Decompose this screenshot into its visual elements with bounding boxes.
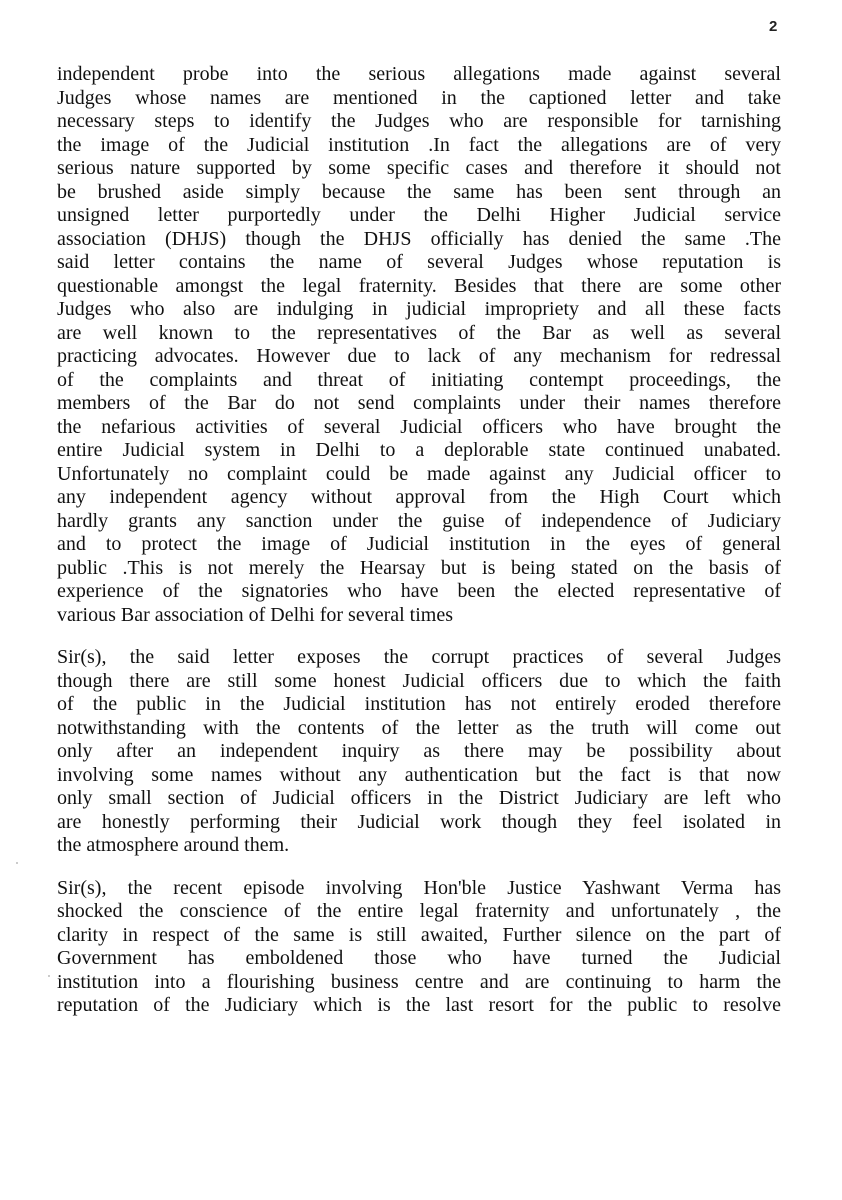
text-line: Unfortunately no complaint could be made against any Judicial officer to xyxy=(57,462,781,485)
text-line: and to protect the image of Judicial institution in the eyes of general xyxy=(57,533,781,555)
text-line: shocked the conscience of the entire legal fraternity and unfortunately , the xyxy=(57,900,781,922)
text-line: experience of the signatories who have been the elected representative of xyxy=(57,580,781,602)
text-line: any independent agency without approval from the High Court which xyxy=(57,486,781,508)
text-line: public .This is not merely the Hearsay but is being stated on the basis of xyxy=(57,556,781,579)
text-line: Government has emboldened those who have turned the Judicial xyxy=(57,947,781,969)
text-line: Judges who also are indulging in judicial impropriety and all these facts xyxy=(57,298,781,320)
text-line: Judges whose names are mentioned in the captioned letter and take xyxy=(57,86,781,109)
text-line: serious nature supported by some specific cases and therefore it should not xyxy=(57,157,781,179)
text-line: reputation of the Judiciary which is the last resort for the public to resolve xyxy=(57,994,781,1016)
text-line: said letter contains the name of several Judges whose reputation is xyxy=(57,251,781,273)
text-line: the atmosphere around them. xyxy=(57,834,290,856)
text-line: be brushed aside simply because the same has been sent through an xyxy=(57,180,781,203)
text-line: involving some names without any authentication but the fact is that now xyxy=(57,763,781,786)
text-line: though there are still some honest Judicial officers due to which the faith xyxy=(57,669,781,692)
text-line: clarity in respect of the same is still awaited, Further silence on the part of xyxy=(57,923,781,946)
text-line: of the public in the Judicial institution has not entirely eroded therefore xyxy=(57,693,781,715)
paragraph-3 xyxy=(57,877,781,1018)
text-line: unsigned letter purportedly under the Delhi Higher Judicial service xyxy=(57,204,781,226)
text-line: the nefarious activities of several Judicial officers who have brought the xyxy=(57,415,781,438)
text-line: only after an independent inquiry as there may be possibility about xyxy=(57,740,781,762)
text-line: notwithstanding with the contents of the letter as the truth will come out xyxy=(57,716,781,739)
paragraph-2 xyxy=(57,646,781,858)
text-line: practicing advocates. However due to lack of any mechanism for redressal xyxy=(57,345,781,367)
text-line: association (DHJS) though the DHJS officially has denied the same .The xyxy=(57,227,781,250)
text-line: members of the Bar do not send complaints under their names therefore xyxy=(57,392,781,414)
text-line: various Bar association of Delhi for several times xyxy=(57,603,453,626)
text-line: entire Judicial system in Delhi to a deplorable state continued unabated. xyxy=(57,439,781,461)
page-number: 2 xyxy=(769,18,778,35)
text-line: independent probe into the serious allegations made against several xyxy=(57,63,781,85)
text-line: Sir(s), the recent episode involving Hon'ble Justice Yashwant Verma has xyxy=(57,876,781,899)
document-body xyxy=(57,63,781,1018)
text-line: institution into a flourishing business centre and are continuing to harm the xyxy=(57,970,781,993)
text-line: the image of the Judicial institution .In fact the allegations are of very xyxy=(57,133,781,156)
scan-speck xyxy=(48,975,50,977)
paragraph-1 xyxy=(57,63,781,627)
text-line: only small section of Judicial officers in the District Judiciary are left who xyxy=(57,787,781,809)
text-line: Sir(s), the said letter exposes the corrupt practices of several Judges xyxy=(57,646,781,668)
text-line: questionable amongst the legal fraternity. Besides that there are some other xyxy=(57,274,781,297)
scan-speck xyxy=(16,862,18,864)
text-line: of the complaints and threat of initiating contempt proceedings, the xyxy=(57,368,781,391)
text-line: are honestly performing their Judicial work though they feel isolated in xyxy=(57,810,781,833)
text-line: hardly grants any sanction under the guise of independence of Judiciary xyxy=(57,509,781,532)
text-line: are well known to the representatives of the Bar as well as several xyxy=(57,321,781,344)
text-line: necessary steps to identify the Judges who are responsible for tarnishing xyxy=(57,110,781,132)
